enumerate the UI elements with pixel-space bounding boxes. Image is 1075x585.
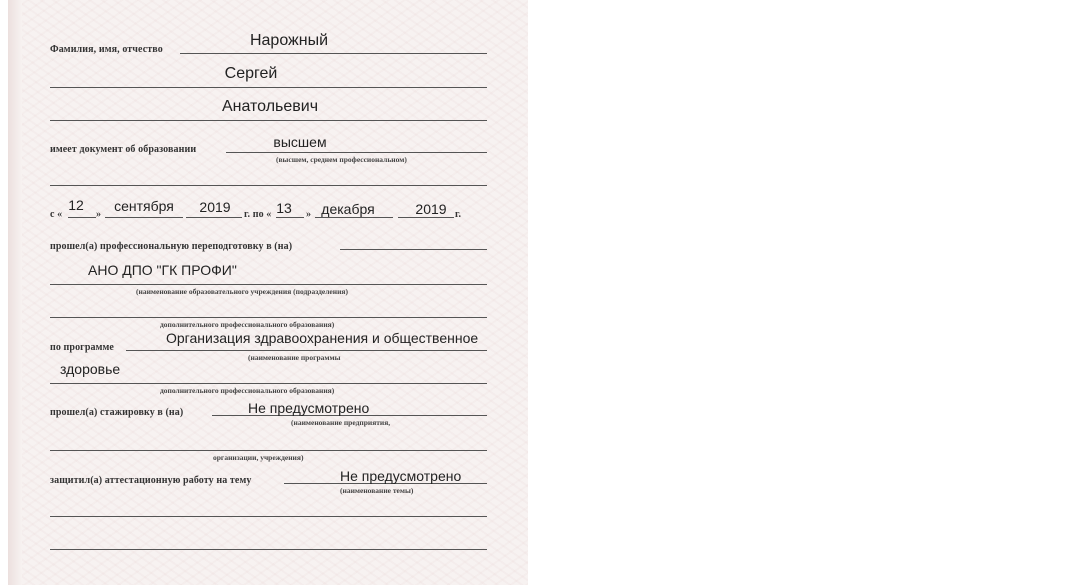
thesis-value: Не предусмотрено — [340, 468, 462, 484]
internship-hint: (наименование предприятия, — [291, 418, 391, 427]
patronymic-value: Анатольевич — [221, 98, 319, 115]
first-name-value: Сергей — [224, 65, 278, 82]
dpo-line-1 — [50, 317, 487, 318]
org-line — [50, 450, 487, 451]
surname-value: Нарожный — [249, 32, 329, 49]
thesis-line-2 — [50, 516, 487, 517]
thesis-label: защитил(а) аттестационную работу на тему — [50, 475, 252, 486]
education-value: высшем — [273, 134, 327, 150]
thesis-hint: (наименование темы) — [340, 486, 414, 495]
document-sheet — [8, 0, 528, 585]
end-year-line — [398, 217, 454, 218]
date-prefix: с « — [50, 209, 63, 220]
start-day-line — [68, 217, 96, 218]
end-day-value: 13 — [276, 200, 292, 216]
fio-label: Фамилия, имя, отчество — [50, 44, 163, 55]
start-month-value: сентября — [114, 198, 174, 214]
end-day-line — [276, 217, 304, 218]
institution-value: АНО ДПО "ГК ПРОФИ" — [88, 262, 237, 278]
dpo-hint-1: дополнительного профессионального образования) — [160, 320, 335, 329]
end-month-value: декабря — [321, 201, 375, 217]
date-sep-1: » — [96, 209, 102, 220]
program-line — [126, 350, 487, 351]
education-line — [226, 152, 487, 153]
end-year-value: 2019 — [415, 201, 447, 217]
program-value-2: здоровье — [60, 361, 121, 377]
internship-value: Не предусмотрено — [248, 400, 370, 416]
surname-line — [180, 53, 487, 54]
sheet-edge — [8, 0, 22, 585]
end-month-line — [315, 217, 393, 218]
start-month-line — [105, 217, 183, 218]
program-line-2 — [50, 383, 487, 384]
retraining-label: прошел(а) профессиональную переподготовку в (на) — [50, 241, 293, 252]
org-hint: организации, учреждения) — [213, 453, 304, 462]
thesis-line-3 — [50, 549, 487, 550]
institution-hint: (наименование образовательного учреждения (подразделения) — [136, 287, 348, 296]
program-hint: (наименование программы — [248, 353, 341, 362]
start-year-value: 2019 — [199, 199, 231, 215]
retraining-line — [340, 249, 487, 250]
program-label: по программе — [50, 342, 114, 353]
year-suffix: г. — [455, 209, 462, 220]
program-value-1: Организация здравоохранения и общественное — [166, 330, 479, 346]
first-name-line — [50, 87, 487, 88]
dpo-hint-2: дополнительного профессионального образования) — [160, 386, 335, 395]
education-label: имеет документ об образовании — [50, 144, 197, 155]
patronymic-line — [50, 120, 487, 121]
year-to-label: г. по « — [244, 209, 272, 220]
internship-label: прошел(а) стажировку в (на) — [50, 407, 184, 418]
start-day-value: 12 — [68, 197, 84, 213]
date-sep-2: » — [306, 209, 312, 220]
institution-line — [50, 284, 487, 285]
start-year-line — [186, 217, 242, 218]
education-hint: (высшем, среднем профессиональном) — [276, 155, 407, 164]
education-extra-line — [50, 185, 487, 186]
